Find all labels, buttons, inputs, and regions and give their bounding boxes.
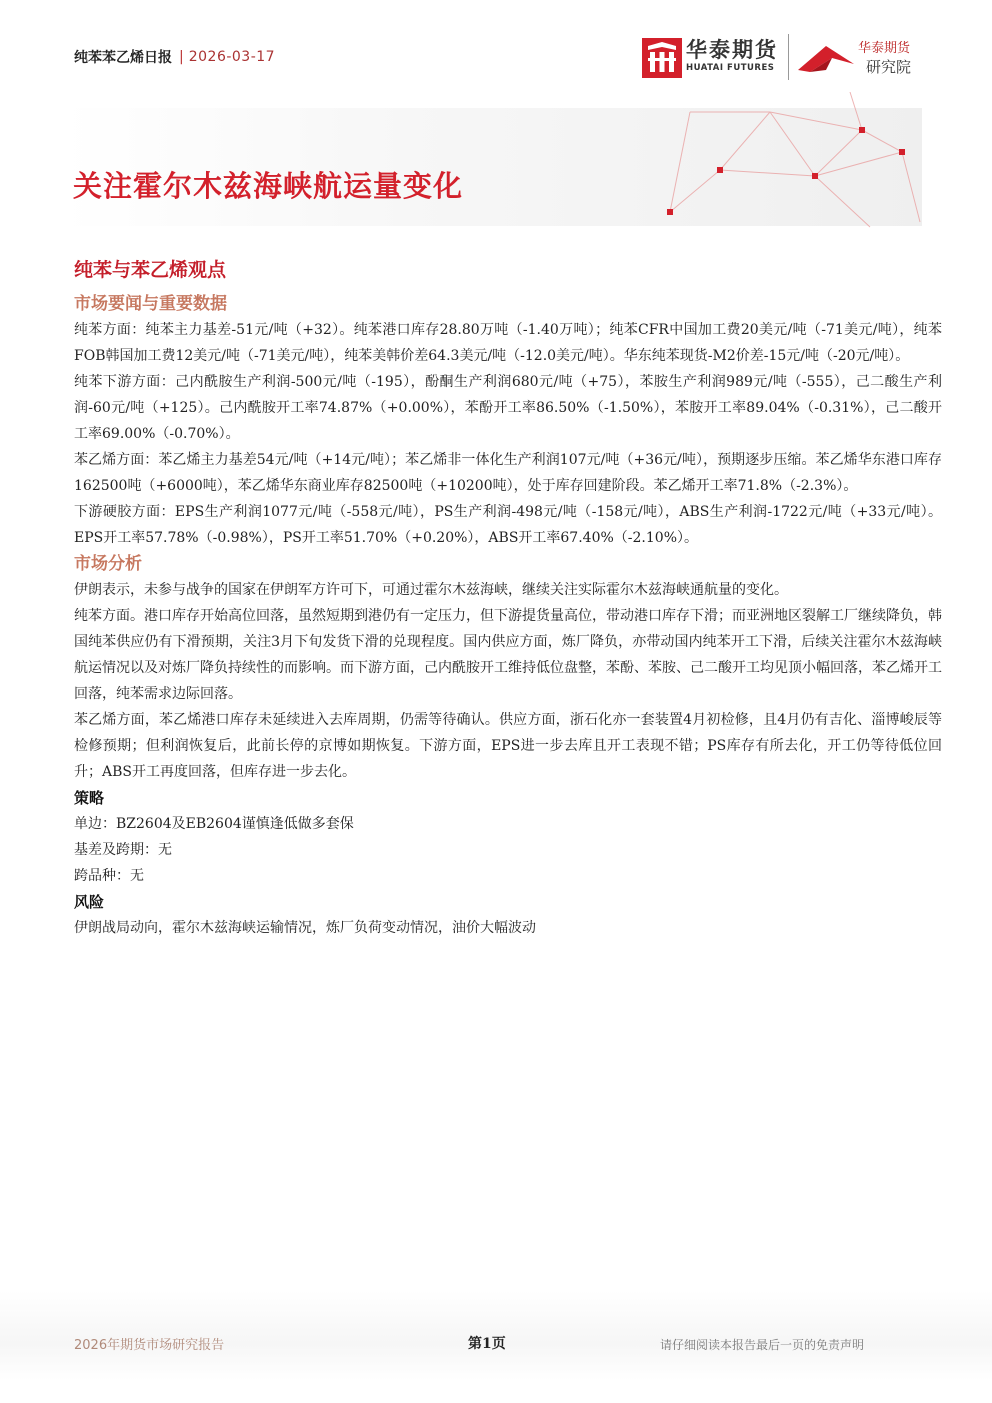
section-title: 纯苯与苯乙烯观点 bbox=[74, 259, 227, 281]
report-title: 关注霍尔木兹海峡航运量变化 bbox=[73, 169, 464, 203]
title-banner bbox=[0, 92, 992, 232]
news-heading: 市场要闻与重要数据 bbox=[74, 294, 227, 314]
strategy-item: 跨品种：无 bbox=[74, 868, 144, 884]
footer-report-series: 2026年期货市场研究报告 bbox=[74, 1338, 225, 1353]
analysis-heading: 市场分析 bbox=[74, 554, 142, 574]
news-paragraph: 苯乙烯方面：苯乙烯主力基差54元/吨（+14元/吨）；苯乙烯非一体化生产利润107元/吨（+36元/吨），预期逐步压缩。苯乙烯华东港口库存162500吨（+6000吨），苯乙烯华东商业库存82500吨（+10200吨），处于库存回建阶段。苯乙烯开工率71.8%（-2.3%）。 bbox=[74, 452, 942, 494]
institute-bird-icon bbox=[796, 40, 856, 76]
strategy-item: 单边：BZ2604及EB2604谨慎逢低做多套保 bbox=[74, 816, 354, 832]
strategy-heading: 策略 bbox=[74, 789, 105, 807]
report-date: 2026-03-17 bbox=[188, 49, 276, 65]
report-header bbox=[74, 47, 275, 67]
logo-company-cn: 华泰期货 bbox=[686, 38, 778, 62]
header-separator: | bbox=[179, 49, 184, 65]
company-logo bbox=[640, 30, 930, 86]
news-paragraph: 下游硬胶方面：EPS生产利润1077元/吨（-558元/吨），PS生产利润-498元/吨（-158元/吨），ABS生产利润-1722元/吨（+33元/吨）。EPS开工率57.78%（-0.98%），PS开工率51.70%（+0.20%），ABS开工率67.40%（-2.10%）。 bbox=[74, 504, 942, 546]
news-paragraph: 纯苯下游方面：己内酰胺生产利润-500元/吨（-195），酚酮生产利润680元/吨（+75），苯胺生产利润989元/吨（-555），己二酸生产利润-60元/吨（+125）。己内酰胺开工率74.87%（+0.00%），苯酚开工率86.50%（-1.50%），苯胺开工率89.04%（-0.31%），己二酸开工率69.00%（-0.70%）。 bbox=[74, 374, 942, 442]
logo-divider bbox=[788, 34, 789, 80]
institute-top-text: 华泰期货 bbox=[858, 41, 911, 56]
institute-bottom-text: 研究院 bbox=[866, 58, 912, 76]
analysis-paragraph: 纯苯方面。港口库存开始高位回落，虽然短期到港仍有一定压力，但下游提货量高位，带动港口库存下滑；而亚洲地区裂解工厂继续降负，韩国纯苯供应仍有下滑预期，关注3月下旬发货下滑的兑现程度。国内供应方面，炼厂降负，亦带动国内纯苯开工下滑，后续关注霍尔木兹海峡航运情况以及对炼厂降负持续性的而影响。而下游方面，己内酰胺开工维持低位盘整，苯酚、苯胺、己二酸开工均见顶小幅回落，苯乙烯开工回落，纯苯需求边际回落。 bbox=[74, 608, 942, 702]
footer-disclaimer-note: 请仔细阅读本报告最后一页的免责声明 bbox=[660, 1338, 865, 1352]
risk-text: 伊朗战局动向，霍尔木兹海峡运输情况，炼厂负荷变动情况，油价大幅波动 bbox=[74, 920, 536, 936]
huatai-emblem-icon bbox=[642, 38, 682, 78]
page-number: 第1页 bbox=[468, 1336, 506, 1352]
report-name: 纯苯苯乙烯日报 bbox=[74, 50, 172, 66]
news-paragraph: 纯苯方面：纯苯主力基差-51元/吨（+32）。纯苯港口库存28.80万吨（-1.40万吨）；纯苯CFR中国加工费20美元/吨（-71美元/吨），纯苯FOB韩国加工费12美元/吨（-71美元/吨），纯苯美韩价差64.3美元/吨（-12.0美元/吨）。华东纯苯现货-M2价差-15元/吨（-20元/吨）。 bbox=[74, 322, 942, 364]
strategy-item: 基差及跨期：无 bbox=[74, 842, 172, 858]
risk-heading: 风险 bbox=[74, 893, 105, 911]
analysis-paragraph: 苯乙烯方面，苯乙烯港口库存未延续进入去库周期，仍需等待确认。供应方面，浙石化亦一套装置4月初检修，且4月仍有吉化、淄博峻辰等检修预期；但利润恢复后，此前长停的京博如期恢复。下游方面，EPS进一步去库且开工表现不错；PS库存有所去化，开工仍等待低位回升；ABS开工再度回落，但库存进一步去化。 bbox=[74, 712, 942, 780]
logo-company-en: HUATAI FUTURES bbox=[686, 63, 775, 73]
network-graphic-icon bbox=[630, 92, 930, 232]
report-body bbox=[74, 255, 942, 941]
analysis-paragraph: 伊朗表示，未参与战争的国家在伊朗军方许可下，可通过霍尔木兹海峡，继续关注实际霍尔木兹海峡通航量的变化。 bbox=[74, 582, 788, 598]
